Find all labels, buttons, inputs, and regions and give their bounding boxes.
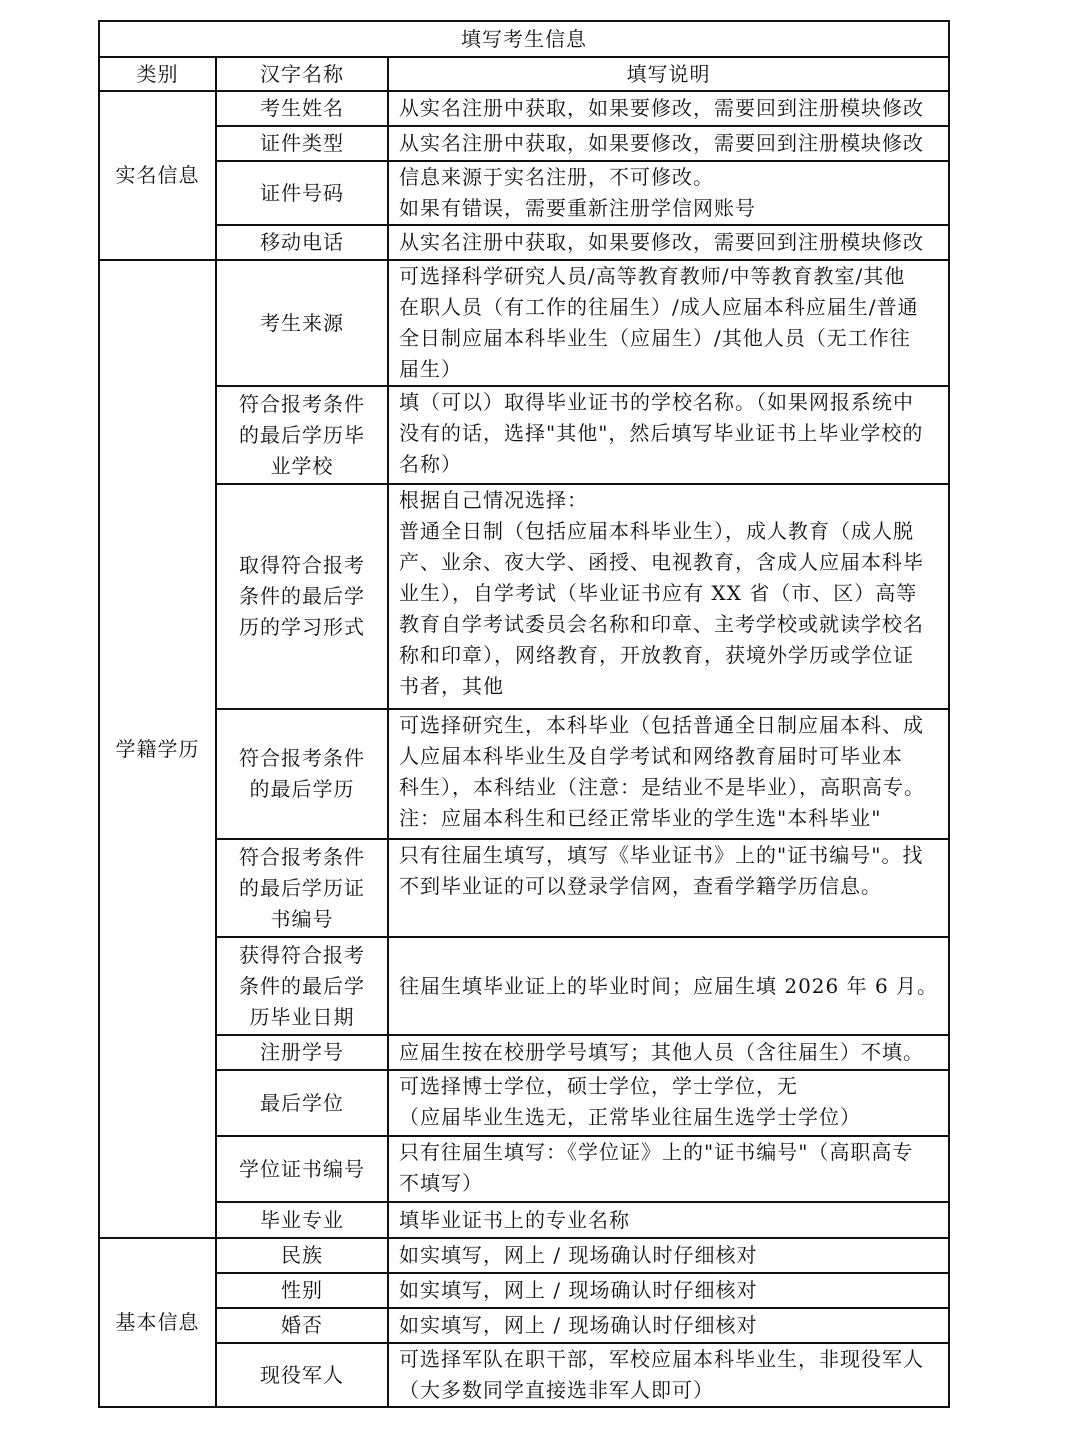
field-description-line: 如实填写，网上 / 现场确认时仔细核对 — [399, 1313, 758, 1337]
field-name-line: 移动电话 — [260, 230, 344, 254]
field-name-cell — [216, 1035, 388, 1070]
field-description-line: （大多数同学直接选非军人即可） — [399, 1378, 714, 1402]
table-row — [99, 225, 949, 260]
field-description-line: 注：应届本科生和已经正常毕业的学生选"本科毕业" — [399, 806, 882, 830]
field-description-line: 往届生填毕业证上的毕业时间；应届生填 2026 年 6 月。 — [399, 973, 939, 998]
field-description-line: 不填写） — [399, 1171, 483, 1195]
field-name-cell — [216, 1343, 388, 1407]
field-name-line: 毕业专业 — [260, 1207, 344, 1232]
field-description-line: 如实填写，网上 / 现场确认时仔细核对 — [399, 1243, 758, 1267]
table-row — [99, 386, 949, 484]
category-cell: 学籍学历 — [99, 260, 216, 1238]
field-description-cell — [388, 1035, 949, 1070]
category-cell: 基本信息 — [99, 1238, 216, 1407]
field-name-line: 的最后学历证 — [239, 875, 365, 900]
field-name-line: 符合报考条件 — [239, 746, 365, 770]
field-name-cell — [216, 1273, 388, 1308]
field-name-line: 历的学习形式 — [239, 615, 365, 639]
field-description-cell — [388, 386, 949, 484]
header-category: 类别 — [99, 57, 216, 91]
field-description-line: 填毕业证书上的专业名称 — [399, 1207, 630, 1232]
table-row — [99, 1035, 949, 1070]
field-name-cell — [216, 225, 388, 260]
field-description-line: 只有往届生填写，填写《毕业证书》上的"证书编号"。找 — [399, 843, 924, 867]
table-row — [99, 709, 949, 839]
field-name-line: 证件号码 — [260, 180, 344, 205]
field-name-line: 历毕业日期 — [249, 1004, 355, 1029]
field-description-line: 可选择科学研究人员/高等教育教师/中等教育教室/其他 — [399, 264, 906, 288]
field-description-cell — [388, 1273, 949, 1308]
table-row — [99, 1136, 949, 1202]
field-description-cell — [388, 1202, 949, 1238]
field-description-line: 不到毕业证的可以登录学信网，查看学籍学历信息。 — [399, 874, 882, 898]
table-body — [99, 91, 949, 1407]
field-name-cell — [216, 1136, 388, 1202]
field-description-line: 从实名注册中获取，如果要修改，需要回到注册模块修改 — [399, 230, 924, 254]
field-name-line: 书编号 — [270, 906, 334, 931]
field-name-line: 学位证书编号 — [239, 1156, 365, 1181]
field-name-cell — [216, 1070, 388, 1136]
field-name-cell — [216, 126, 388, 161]
field-name-line: 获得符合报考 — [239, 942, 365, 967]
field-description-cell — [388, 91, 949, 126]
field-description-line: 科生），本科结业（注意：是结业不是毕业），高职高专。 — [399, 775, 925, 799]
field-description-cell — [388, 225, 949, 260]
field-description-line: 产、业余、夜大学、函授、电视教育，含成人应届本科毕 — [399, 550, 924, 574]
field-description-cell — [388, 161, 949, 225]
title-row — [99, 21, 949, 57]
field-name-cell — [216, 1238, 388, 1273]
header-name: 汉字名称 — [216, 57, 388, 91]
field-name-line: 注册学号 — [260, 1040, 344, 1064]
field-description-cell — [388, 1238, 949, 1273]
field-description-cell — [388, 839, 949, 937]
field-description-cell — [388, 1070, 949, 1136]
info-form-document — [98, 20, 948, 1408]
field-description-line: 从实名注册中获取，如果要修改，需要回到注册模块修改 — [399, 96, 924, 120]
field-name-cell — [216, 484, 388, 709]
field-name-line: 的最后学历毕 — [239, 422, 365, 447]
field-name-cell — [216, 709, 388, 839]
field-description-line: 人应届本科毕业生及自学考试和网络教育届时可毕业本 — [399, 744, 903, 768]
field-name-line: 最后学位 — [260, 1090, 344, 1115]
field-description-cell — [388, 937, 949, 1035]
table-row — [99, 1273, 949, 1308]
field-name-line: 条件的最后学 — [239, 584, 365, 608]
field-name-line: 民族 — [281, 1243, 323, 1267]
header-row — [99, 57, 949, 91]
field-description-line: 如果有错误，需要重新注册学信网账号 — [399, 196, 756, 220]
field-name-line: 考生姓名 — [260, 96, 344, 120]
field-description-cell — [388, 1343, 949, 1407]
table-row — [99, 260, 949, 386]
field-description-line: 可选择研究生，本科毕业（包括普通全日制应届本科、成 — [399, 713, 924, 737]
field-description-line: 填（可以）取得毕业证书的学校名称。（如果网报系统中 — [399, 390, 914, 414]
field-description-line: 教育自学考试委员会名称和印章、主考学校或就读学校名 — [399, 612, 924, 636]
header-description: 填写说明 — [388, 57, 949, 91]
field-name-cell — [216, 91, 388, 126]
field-name-cell — [216, 1308, 388, 1343]
table-row — [99, 839, 949, 937]
table-row — [99, 1343, 949, 1407]
field-name-line: 证件类型 — [260, 131, 344, 155]
field-name-line: 婚否 — [281, 1313, 323, 1337]
field-description-line: 名称） — [399, 452, 462, 476]
table-row — [99, 91, 949, 126]
field-name-cell — [216, 161, 388, 225]
field-description-cell — [388, 260, 949, 386]
field-description-cell — [388, 1308, 949, 1343]
field-description-line: 在职人员（有工作的往届生）/成人应届本科应届生/普通 — [399, 295, 919, 319]
field-name-cell — [216, 260, 388, 386]
field-description-line: （应届毕业生选无，正常毕业往届生选学士学位） — [399, 1105, 861, 1129]
field-description-cell — [388, 484, 949, 709]
field-description-line: 全日制应届本科毕业生（应届生）/其他人员（无工作往 — [399, 326, 911, 350]
field-description-line: 信息来源于实名注册，不可修改。 — [399, 165, 714, 189]
field-description-cell — [388, 1136, 949, 1202]
field-name-line: 的最后学历 — [249, 777, 355, 801]
table-title: 填写考生信息 — [99, 21, 949, 57]
field-name-line: 符合报考条件 — [239, 844, 365, 869]
table-row — [99, 1202, 949, 1238]
field-name-cell — [216, 937, 388, 1035]
field-description-line: 只有往届生填写：《学位证》上的"证书编号"（高职高专 — [399, 1140, 914, 1164]
field-description-line: 根据自己情况选择： — [399, 488, 588, 512]
field-description-line: 业生），自学考试（毕业证书应有 XX 省（市、区）高等 — [399, 581, 918, 605]
field-description-line: 称和印章），网络教育，开放教育，获境外学历或学位证 — [399, 643, 914, 667]
table-row — [99, 126, 949, 161]
field-name-line: 业学校 — [270, 453, 334, 478]
field-name-line: 性别 — [281, 1278, 323, 1302]
info-table — [98, 20, 950, 1408]
table-row — [99, 1308, 949, 1343]
field-description-line: 应届生按在校册学号填写；其他人员（含往届生）不填。 — [399, 1040, 924, 1064]
table-row — [99, 1070, 949, 1136]
field-description-line: 从实名注册中获取，如果要修改，需要回到注册模块修改 — [399, 131, 924, 155]
field-name-line: 符合报考条件 — [239, 391, 365, 416]
field-name-line: 现役军人 — [260, 1362, 344, 1387]
field-name-line: 取得符合报考 — [239, 553, 365, 577]
field-description-line: 没有的话，选择"其他"，然后填写毕业证书上毕业学校的 — [399, 421, 924, 445]
field-name-line: 考生来源 — [260, 310, 344, 335]
field-description-line: 如实填写，网上 / 现场确认时仔细核对 — [399, 1278, 758, 1302]
field-description-line: 书者，其他 — [399, 674, 504, 698]
table-row — [99, 484, 949, 709]
table-row — [99, 161, 949, 225]
field-description-line: 普通全日制（包括应届本科毕业生），成人教育（成人脱 — [399, 519, 914, 543]
field-name-cell — [216, 386, 388, 484]
field-name-line: 条件的最后学 — [239, 973, 365, 998]
field-description-line: 届生） — [399, 357, 462, 381]
field-name-cell — [216, 1202, 388, 1238]
field-description-cell — [388, 709, 949, 839]
field-name-cell — [216, 839, 388, 937]
category-cell: 实名信息 — [99, 91, 216, 260]
table-row — [99, 937, 949, 1035]
field-description-line: 可选择军队在职干部，军校应届本科毕业生，非现役军人 — [399, 1347, 924, 1371]
field-description-line: 可选择博士学位，硕士学位，学士学位，无 — [399, 1074, 798, 1098]
table-row — [99, 1238, 949, 1273]
field-description-cell — [388, 126, 949, 161]
